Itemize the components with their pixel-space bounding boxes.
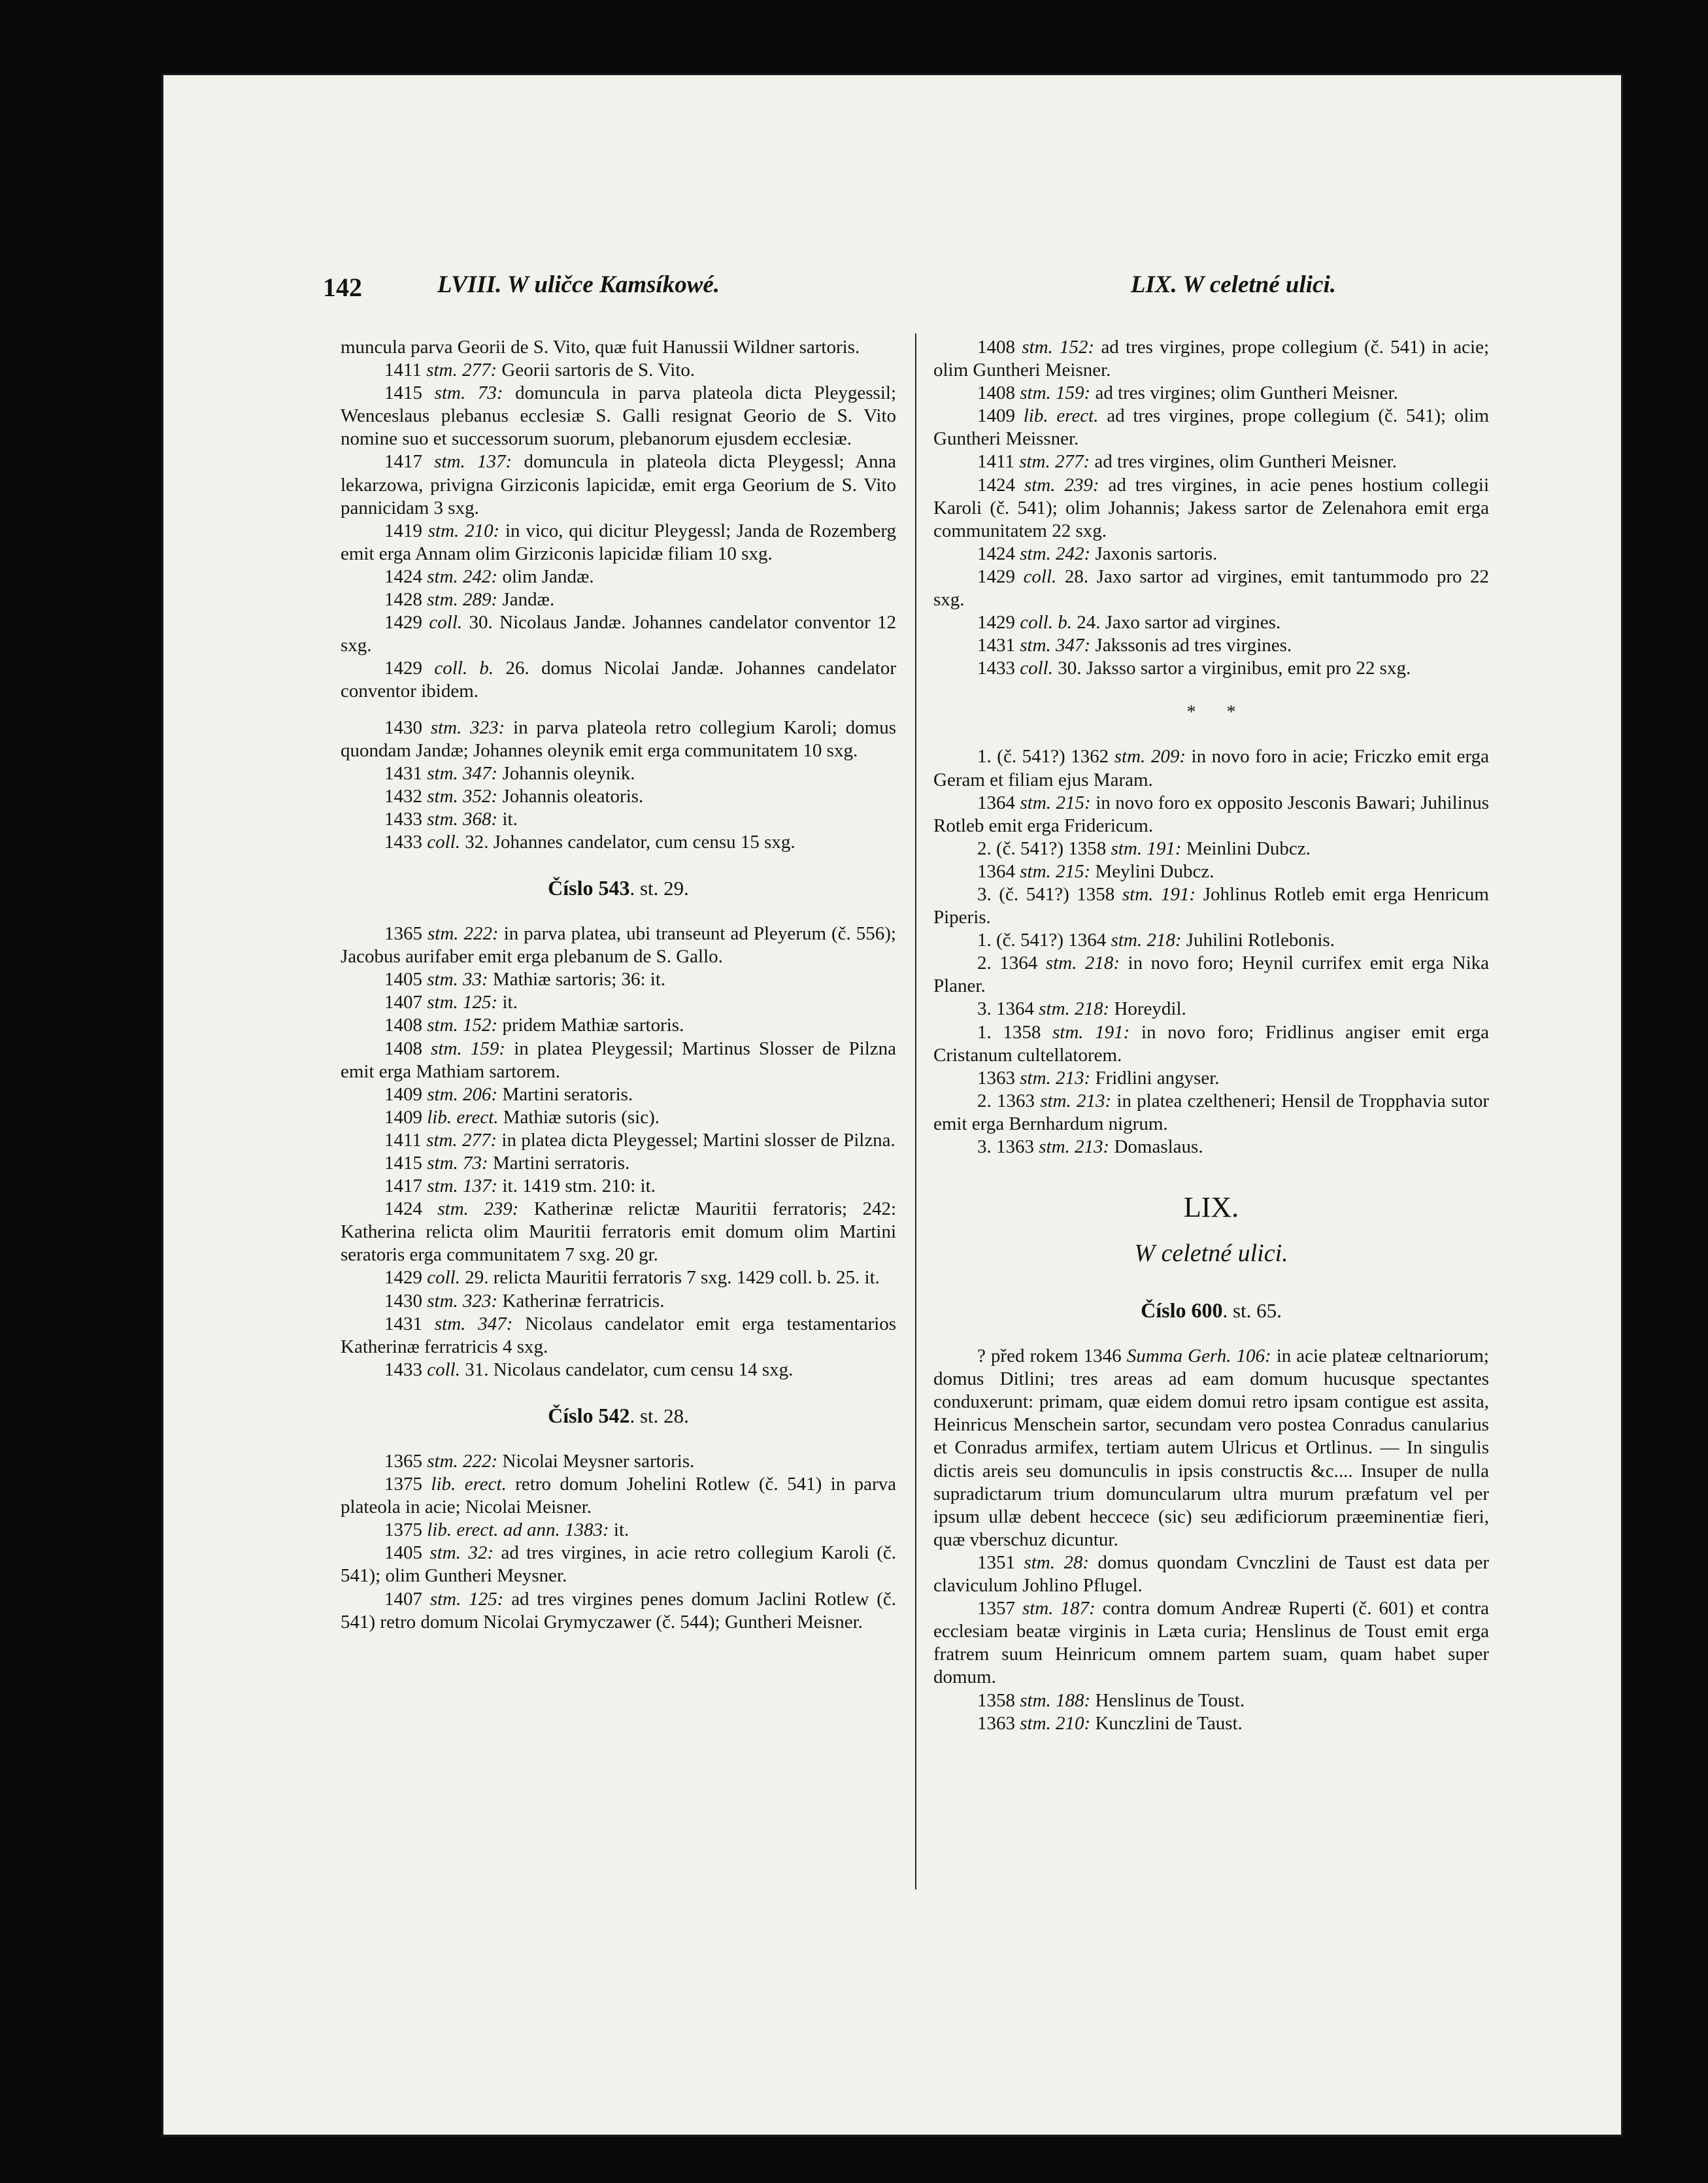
record-entry	[341, 762, 896, 785]
entry-text: ad tres virgines penes domum Jaclini Rotlew (č. 541) retro domum Nicolai Grymyczawer (č. 544); Guntheri Meisner.	[341, 1588, 897, 1633]
entry-year: 1365	[384, 1450, 427, 1472]
entry-reference: stm. 191:	[1111, 838, 1182, 859]
entry-text: in parva platea, ubi transeunt ad Pleyerum (č. 556); Jacobus aurifaber emit erga plebanum de S. Gallo.	[341, 923, 896, 968]
entry-text: 24. Jaxo sartor ad virgines.	[1077, 612, 1281, 634]
record-entry	[933, 1689, 1489, 1712]
entry-year: 1408	[384, 1038, 431, 1059]
record-entry	[341, 1450, 896, 1473]
entry-year: 1411	[977, 451, 1020, 473]
entry-reference: coll.	[429, 612, 463, 634]
section-heading	[341, 854, 896, 922]
entry-reference: stm. 323:	[430, 717, 505, 738]
entry-text: in novo foro; Heynil currifex emit erga Nika Planer.	[933, 953, 1490, 997]
record-entry	[341, 382, 896, 450]
entry-text: Johannis oleynik.	[502, 762, 635, 784]
entry-year: ? před rokem 1346	[977, 1345, 1127, 1367]
entry-text: Henslinus de Toust.	[1095, 1689, 1245, 1711]
record-entry	[341, 922, 896, 968]
record-entry	[933, 1067, 1489, 1090]
entry-text: ad tres virgines; olim Guntheri Meisner.	[1095, 382, 1398, 404]
entry-year: 1408	[977, 337, 1022, 358]
entry-reference: stm. 125:	[427, 992, 498, 1013]
entry-year: 1429	[977, 612, 1020, 634]
entry-text: Horeydil.	[1114, 998, 1186, 1020]
entry-text: in platea Pleygessil; Martinus Slosser de Pilzna emit erga Mathiam sartorem.	[341, 1038, 896, 1082]
record-entry	[341, 1014, 896, 1037]
record-entry	[933, 1712, 1489, 1735]
entry-reference: stm. 289:	[427, 589, 498, 611]
section-separator: * *	[1186, 702, 1236, 723]
entry-reference: stm. 32:	[429, 1542, 494, 1564]
record-entry	[933, 611, 1489, 634]
record-entry	[933, 745, 1489, 791]
entry-reference: stm. 137:	[434, 451, 512, 473]
record-entry	[341, 566, 896, 588]
entry-reference: lib. erect.	[427, 1106, 499, 1128]
entry-year: 1433	[977, 658, 1020, 679]
entry-text: ad tres virgines, in acie retro collegium Karoli (č. 541); olim Guntheri Meysner.	[341, 1542, 896, 1587]
record-entry	[933, 450, 1489, 473]
record-entry	[933, 952, 1489, 998]
record-entry	[933, 1551, 1489, 1597]
entry-year: 3. 1363	[977, 1136, 1039, 1157]
entry-text: contra domum Andreæ Ruperti (č. 601) et contra ecclesiam beatæ virginis in Læta curia; Henslinus de Toust emit erga fratrem suum Heinricum omnem partem suam, quam habet super domum.	[933, 1598, 1489, 1688]
record-entry	[341, 808, 896, 831]
entry-reference: stm. 213:	[1020, 1067, 1091, 1089]
entry-year: 1363	[977, 1067, 1020, 1089]
entry-reference: coll.	[1020, 658, 1053, 679]
entry-reference: coll. b.	[434, 658, 494, 679]
entry-year: 1430	[384, 1290, 427, 1311]
record-entry	[933, 1345, 1489, 1551]
record-entry	[341, 1038, 896, 1083]
entry-reference: stm. 73:	[427, 1153, 488, 1174]
entry-text: it. 1419 stm. 210: it.	[502, 1176, 656, 1197]
entry-reference: stm. 209:	[1114, 746, 1186, 768]
record-entry	[933, 998, 1489, 1021]
entry-text: Jandæ.	[502, 589, 555, 611]
entry-continuation: muncula parva Georii de S. Vito, quæ fuit Hanussii Wildner sartoris.	[341, 337, 860, 358]
record-entry	[341, 1175, 896, 1198]
entry-year: 1. 1358	[977, 1021, 1052, 1043]
entry-reference: stm. 152:	[1022, 337, 1095, 358]
entry-text: 29. relicta Mauritii ferratoris 7 sxg. 1429 coll. b. 25. it.	[465, 1267, 880, 1289]
record-entry	[341, 968, 896, 991]
entry-reference: coll.	[427, 831, 460, 853]
entry-reference: stm. 368:	[427, 808, 498, 830]
entry-reference: stm. 277:	[426, 360, 497, 381]
record-entry	[933, 883, 1489, 929]
entry-year: 2. 1363	[977, 1090, 1041, 1111]
entry-text: domuncula in parva plateola dicta Pleygessil; Wenceslaus plebanus ecclesiæ S. Galli resignat Georio de S. Vito nomine suo et successorum suorum, plebanorum ejusdem ecclesiæ.	[341, 382, 897, 450]
entry-reference: lib. erect. ad ann. 1383:	[427, 1519, 609, 1541]
entry-year: 1424	[977, 474, 1024, 496]
right-column	[933, 336, 1489, 1735]
record-entry	[933, 792, 1489, 838]
entry-text: in parva plateola retro collegium Karoli; domus quondam Jandæ; Johannes oleynik emit erga communitatem 10 sxg.	[341, 717, 897, 761]
house-number: Číslo 600	[1141, 1298, 1223, 1323]
record-entry	[933, 929, 1489, 952]
entry-year: 2. 1364	[977, 953, 1046, 974]
record-entry	[341, 1588, 896, 1634]
entry-text: in acie plateæ celtnariorum; domus Ditlini; tres areas ad eam domum hucusque spectantes conduxerunt: primam, quæ eidem domui retro ipsam contigue est assita, Heinricus Menschein sartor, secundam vero postea Conradus canularius et Conradus armifex, tertiam autem Ulricus et Ortlinus. — In singulis dictis areis seu domunculis in ipsis constructis &c.... Insuper de nulla supradictarum trium domuncularum ultra murum præfatum vel per ipsum ullæ debent heccece (sic) seu ædificiorum præeminentiæ fieri, quæ vberschuz dicuntur.	[933, 1345, 1489, 1550]
entry-text: domuncula in plateola dicta Pleygessl; Anna lekarzowa, privigna Girziconis lapicidæ, emit erga Georium de S. Vito pannicidam 3 sxg.	[341, 451, 897, 518]
entry-year: 1351	[977, 1551, 1024, 1573]
entry-reference: Summa Gerh. 106:	[1126, 1345, 1271, 1367]
entry-year: 1417	[384, 451, 435, 473]
entry-year: 1430	[384, 717, 431, 738]
entry-year: 1429	[977, 566, 1024, 587]
entry-year: 1415	[384, 382, 435, 404]
entry-reference: stm. 242:	[1020, 543, 1091, 564]
entry-year: 1431	[384, 762, 427, 784]
entry-reference: stm. 210:	[427, 520, 500, 541]
record-entry	[341, 1290, 896, 1313]
record-entry	[933, 1021, 1489, 1067]
record-entry	[341, 831, 896, 854]
entry-reference: stm. 206:	[427, 1083, 498, 1105]
entry-text: Katherinæ relictæ Mauritii ferratoris; 242: Katherina relicta olim Mauritii ferratoris emit domum olim Martini seratoris erga communitatem 7 sxg. 20 gr.	[341, 1198, 897, 1266]
entry-text: Katherinæ ferratricis.	[502, 1290, 665, 1311]
entry-text: Nicolai Meysner sartoris.	[502, 1450, 695, 1472]
entry-text: Juhilini Rotlebonis.	[1186, 930, 1335, 951]
entry-year: 1375	[384, 1519, 427, 1541]
section-heading	[341, 1381, 896, 1450]
entry-year: 1424	[384, 566, 427, 587]
entry-text: Johannis oleatoris.	[502, 785, 644, 807]
entry-year: 1407	[384, 1588, 430, 1610]
record-entry	[341, 520, 896, 566]
record-entry	[341, 1359, 896, 1381]
entry-reference: stm. 222:	[427, 923, 499, 945]
entry-text: Jakssonis ad tres virgines.	[1095, 635, 1292, 656]
record-entry	[933, 860, 1489, 883]
entry-year: 1417	[384, 1176, 427, 1197]
entry-year: 1375	[384, 1474, 431, 1495]
entry-year: 1409	[384, 1083, 427, 1105]
entry-reference: stm. 218:	[1045, 953, 1120, 974]
entry-reference: stm. 33:	[427, 969, 488, 990]
record-entry	[933, 1597, 1489, 1689]
entry-text: 26. domus Nicolai Jandæ. Johannes candelator conventor ibidem.	[341, 658, 896, 702]
entry-year: 1431	[384, 1313, 435, 1334]
record-entry	[341, 588, 896, 611]
entry-year: 1405	[384, 1542, 430, 1564]
entry-reference: lib. erect.	[1023, 405, 1099, 427]
entry-year: 1409	[384, 1106, 427, 1128]
entry-text: Martini seratoris.	[502, 1083, 633, 1105]
entry-text: ad tres virgines, in acie penes hostium collegii Karoli (č. 541); olim Johannis; Jakess sartor de Zelenahora emit erga communitatem 22 sxg.	[933, 474, 1489, 541]
entry-year: 1424	[977, 543, 1020, 564]
record-entry	[933, 566, 1489, 611]
house-number: Číslo 542	[548, 1403, 630, 1427]
entry-year: 1428	[384, 589, 427, 611]
entry-year: 1364	[977, 860, 1020, 882]
entry-reference: stm. 73:	[434, 382, 503, 404]
entry-text: pridem Mathiæ sartoris.	[502, 1015, 684, 1036]
left-running-title: LVIII. W uličce Kamsíkowé.	[437, 271, 720, 298]
old-number: . st. 28.	[629, 1404, 689, 1427]
entry-year: 1415	[384, 1153, 427, 1174]
entry-reference: stm. 347:	[1020, 635, 1091, 656]
entry-reference: coll. b.	[1020, 612, 1072, 634]
entry-text: in novo foro ex opposito Jesconis Bawari; Juhilinus Rotleb emit erga Fridericum.	[933, 792, 1490, 836]
entry-text: Georii sartoris de S. Vito.	[501, 360, 695, 381]
entry-reference: stm. 159:	[1020, 382, 1091, 404]
entry-reference: stm. 159:	[431, 1038, 506, 1059]
entry-reference: stm. 347:	[427, 762, 498, 784]
record-entry	[933, 336, 1489, 382]
record-entry	[341, 359, 896, 382]
entry-reference: coll.	[427, 1267, 460, 1289]
entry-text: Domaslaus.	[1114, 1136, 1203, 1157]
entry-reference: stm. 137:	[427, 1176, 498, 1197]
section-heading	[933, 1276, 1489, 1345]
record-entry	[933, 838, 1489, 860]
entry-text: ad tres virgines, olim Guntheri Meisner.	[1094, 451, 1397, 473]
entry-reference: stm. 277:	[426, 1129, 497, 1151]
entry-year: 3. 1364	[977, 998, 1039, 1020]
record-entry	[341, 1152, 896, 1175]
entry-reference: coll.	[1023, 566, 1057, 587]
entry-year: 2. (č. 541?) 1358	[977, 838, 1111, 859]
spacer	[341, 703, 896, 717]
record-entry	[341, 1198, 896, 1266]
chapter-title: W celetné ulici.	[1134, 1240, 1288, 1268]
entry-year: 1. (č. 541?) 1362	[977, 746, 1114, 768]
record-entry	[933, 405, 1489, 450]
entry-text: in platea dicta Pleygessel; Martini slosser de Pilzna.	[501, 1129, 896, 1151]
entry-year: 1429	[384, 658, 435, 679]
entry-reference: stm. 323:	[427, 1290, 498, 1311]
entry-text: retro domum Johelini Rotlew (č. 541) in parva plateola in acie; Nicolai Meisner.	[341, 1474, 897, 1518]
entry-text: in novo foro in acie; Friczko emit erga Geram et filiam ejus Maram.	[933, 746, 1489, 790]
record-entry	[341, 611, 896, 657]
record-entry	[341, 785, 896, 808]
entry-year: 1408	[977, 382, 1020, 404]
entry-reference: stm. 152:	[427, 1015, 498, 1036]
entry-text: it.	[502, 808, 518, 830]
entry-reference: stm. 215:	[1020, 860, 1091, 882]
entry-text: ad tres virgines, prope collegium (č. 541) in acie; olim Guntheri Meisner.	[933, 337, 1490, 381]
entry-text: Mathiæ sartoris; 36: it.	[492, 969, 666, 990]
column-divider	[915, 333, 916, 1889]
entry-year: 1411	[384, 1129, 427, 1151]
entry-year: 1358	[977, 1689, 1020, 1711]
entry-reference: stm. 210:	[1020, 1712, 1091, 1734]
record-entry	[341, 657, 896, 703]
record-entry	[933, 1136, 1489, 1159]
record-entry	[933, 657, 1489, 680]
right-running-title: LIX. W celetné ulici.	[1130, 271, 1336, 298]
entry-year: 1405	[384, 969, 427, 990]
entry-year: 1431	[977, 635, 1020, 656]
entry-text: it.	[613, 1519, 629, 1541]
entry-year: 1419	[384, 520, 428, 541]
entry-year: 1357	[977, 1598, 1022, 1619]
record-entry	[341, 1542, 896, 1587]
entry-year: 1364	[977, 792, 1020, 813]
entry-year: 1. (č. 541?) 1364	[977, 930, 1111, 951]
record-entry	[341, 450, 896, 519]
entry-year: 1429	[384, 1267, 427, 1289]
record-entry	[341, 1313, 896, 1359]
entry-text: 32. Johannes candelator, cum censu 15 sxg.	[465, 831, 795, 853]
entry-text: Fridlini angyser.	[1095, 1067, 1220, 1089]
entry-reference: stm. 218:	[1039, 998, 1110, 1020]
entry-reference: stm. 242:	[427, 566, 498, 587]
entry-text: in vico, qui dicitur Pleygessl; Janda de Rozemberg emit erga Annam olim Girziconis lapicidæ filiam 10 sxg.	[341, 520, 897, 564]
entry-text: olim Jandæ.	[502, 566, 594, 587]
entry-reference: stm. 187:	[1022, 1598, 1096, 1619]
entry-year: 1363	[977, 1712, 1020, 1734]
entry-reference: stm. 352:	[427, 785, 498, 807]
record-entry	[933, 543, 1489, 566]
entry-year: 3. (č. 541?) 1358	[977, 883, 1122, 905]
record-entry	[341, 717, 896, 762]
entry-reference: stm. 191:	[1122, 883, 1196, 905]
entry-year: 1433	[384, 831, 427, 853]
entry-year: 1432	[384, 785, 427, 807]
entry-text: Mathiæ sutoris (sic).	[503, 1106, 660, 1128]
entry-year: 1429	[384, 612, 429, 634]
entry-reference: stm. 125:	[429, 1588, 504, 1610]
entry-text: 28. Jaxo sartor ad virgines, emit tantummodo pro 22 sxg.	[933, 566, 1490, 611]
old-number: . st. 29.	[629, 877, 689, 900]
entry-reference: stm. 239:	[1024, 474, 1099, 496]
record-entry	[933, 382, 1489, 405]
entry-text: Jaxonis sartoris.	[1095, 543, 1218, 564]
entry-year: 1365	[384, 923, 427, 945]
old-number: . st. 65.	[1222, 1299, 1282, 1323]
entry-text: in platea czeltheneri; Hensil de Tropphavia sutor emit erga Bernhardum nigrum.	[933, 1090, 1490, 1134]
entry-year: 1433	[384, 808, 427, 830]
entry-reference: lib. erect.	[431, 1474, 507, 1495]
entry-reference: stm. 28:	[1024, 1551, 1089, 1573]
record-entry	[933, 1090, 1489, 1136]
record-entry	[933, 474, 1489, 543]
entry-reference: stm. 215:	[1020, 792, 1091, 813]
record-entry	[341, 1106, 896, 1129]
entry-year: 1411	[384, 360, 427, 381]
record-entry	[933, 634, 1489, 657]
entry-text: 30. Jaksso sartor a virginibus, emit pro 22 sxg.	[1058, 658, 1411, 679]
record-entry	[341, 1519, 896, 1542]
entry-reference: stm. 277:	[1019, 451, 1090, 473]
house-number: Číslo 543	[548, 876, 630, 900]
entry-text: 30. Nicolaus Jandæ. Johannes candelator conventor 12 sxg.	[341, 612, 896, 656]
entry-year: 1407	[384, 992, 427, 1013]
entry-text: Kunczlini de Taust.	[1095, 1712, 1243, 1734]
chapter-number: LIX.	[1183, 1191, 1239, 1224]
record-entry	[341, 1083, 896, 1106]
entry-text: in novo foro; Fridlinus angiser emit erga Cristanum cultellatorem.	[933, 1021, 1490, 1066]
entry-reference: stm. 218:	[1111, 930, 1182, 951]
entry-reference: stm. 191:	[1052, 1021, 1130, 1043]
entry-year: 1409	[977, 405, 1024, 427]
entry-year: 1424	[384, 1198, 438, 1220]
entry-text: Martini serratoris.	[492, 1153, 630, 1174]
left-column	[341, 336, 896, 1634]
record-entry	[341, 1473, 896, 1519]
entry-text: ad tres virgines, prope collegium (č. 541); olim Guntheri Meissner.	[933, 405, 1490, 450]
entry-reference: coll.	[427, 1359, 460, 1380]
record-entry	[341, 1129, 896, 1152]
entry-year: 1433	[384, 1359, 427, 1380]
entry-reference: stm. 188:	[1020, 1689, 1091, 1711]
entry-text: domus quondam Cvnczlini de Taust est data per claviculum Johlino Pflugel.	[933, 1551, 1490, 1597]
entry-reference: stm. 213:	[1040, 1090, 1112, 1111]
record-entry	[341, 991, 896, 1014]
entry-text: Meinlini Dubcz.	[1186, 838, 1311, 859]
entry-text: 31. Nicolaus candelator, cum censu 14 sxg.	[465, 1359, 794, 1380]
page-number: 142	[323, 273, 362, 302]
entry-text: Nicolaus candelator emit erga testamentarios Katherinæ ferratricis 4 sxg.	[341, 1313, 897, 1357]
running-header	[323, 271, 1336, 310]
entry-text: Meylini Dubcz.	[1095, 860, 1214, 882]
entry-year: 1408	[384, 1015, 427, 1036]
entry-reference: stm. 239:	[437, 1198, 519, 1220]
entry-reference: stm. 347:	[434, 1313, 513, 1334]
record-entry	[341, 1266, 896, 1289]
entry-text: it.	[502, 992, 518, 1013]
entry-text: Johlinus Rotleb emit erga Henricum Piperis.	[933, 883, 1489, 928]
entry-reference: stm. 213:	[1039, 1136, 1110, 1157]
entry-reference: stm. 222:	[427, 1450, 498, 1472]
